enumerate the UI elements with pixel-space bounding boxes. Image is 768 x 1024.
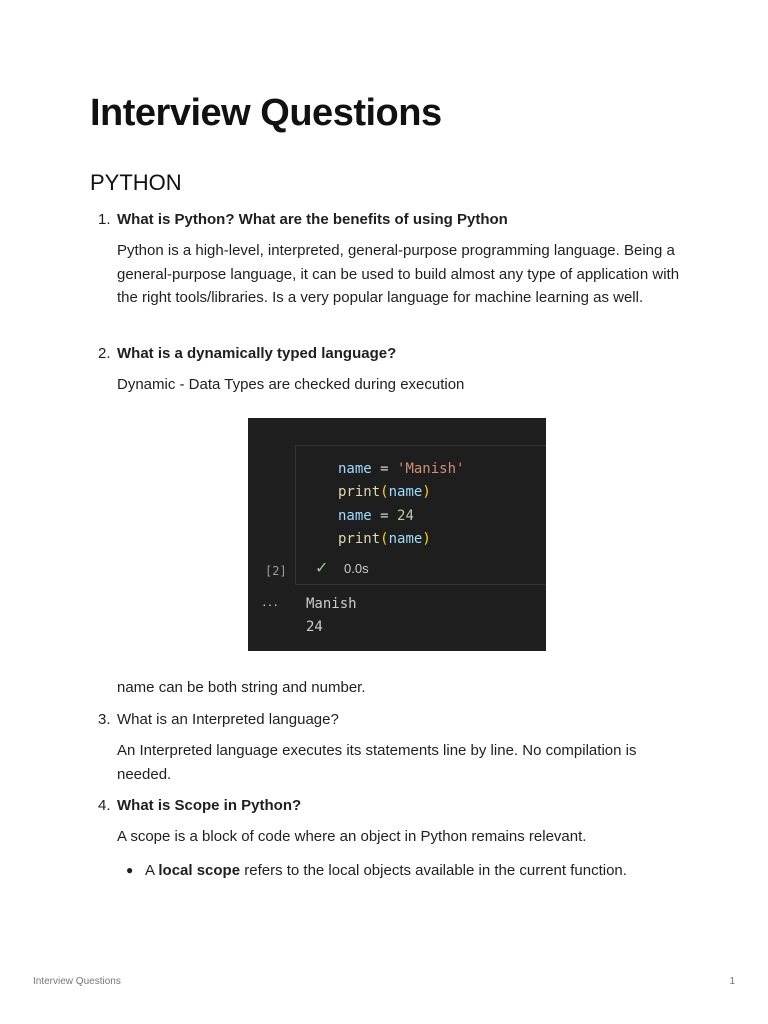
output-line-1: Manish — [306, 596, 357, 612]
code-line-2: print(name) — [338, 484, 431, 500]
question-text: What is an Interpreted language? — [117, 711, 339, 728]
page-title: Interview Questions — [90, 92, 442, 134]
question-text: What is Scope in Python? — [117, 797, 302, 814]
question-number: 4. — [98, 797, 111, 814]
bullet-text: A local scope refers to the local objects available in the current function. — [145, 862, 627, 879]
execution-count: [2] — [265, 564, 287, 578]
code-cell — [295, 445, 546, 585]
question-number: 3. — [98, 711, 111, 728]
question-number: 2. — [98, 345, 111, 362]
answer-2: Dynamic - Data Types are checked during execution — [117, 376, 465, 393]
question-3 — [90, 708, 690, 731]
answer-3: An Interpreted language executes its statements line by line. No compilation is needed. — [117, 742, 637, 783]
ellipsis-icon: ··· — [262, 596, 279, 612]
answer-2-note: name can be both string and number. — [117, 679, 366, 696]
answer-4: A scope is a block of code where an object in Python remains relevant. — [117, 828, 587, 845]
question-text: What is Python? What are the benefits of using Python — [117, 211, 508, 228]
checkmark-icon: ✓ — [315, 560, 329, 577]
list-item — [126, 859, 686, 882]
bullet-icon: ● — [126, 863, 134, 877]
code-line-3: name = 24 — [338, 508, 414, 524]
question-text: What is a dynamically typed language? — [117, 345, 397, 362]
answer-1: Python is a high-level, interpreted, general-purpose programming language. Being a general-purpose language, it can be used to build almost any type of application with the right tools/libraries. Is a very popular language for machine learning as well. — [117, 242, 680, 306]
question-4 — [90, 794, 690, 817]
footer-title: Interview Questions — [33, 976, 121, 987]
question-number: 1. — [98, 211, 111, 228]
execution-time: 0.0s — [344, 561, 369, 576]
code-line-4: print(name) — [338, 531, 431, 547]
code-screenshot — [248, 418, 546, 651]
code-line-1: name = 'Manish' — [338, 461, 465, 477]
question-1 — [90, 208, 690, 231]
output-line-2: 24 — [306, 619, 323, 635]
section-title: PYTHON — [90, 170, 182, 195]
page-number: 1 — [729, 976, 735, 987]
question-2 — [90, 342, 690, 365]
